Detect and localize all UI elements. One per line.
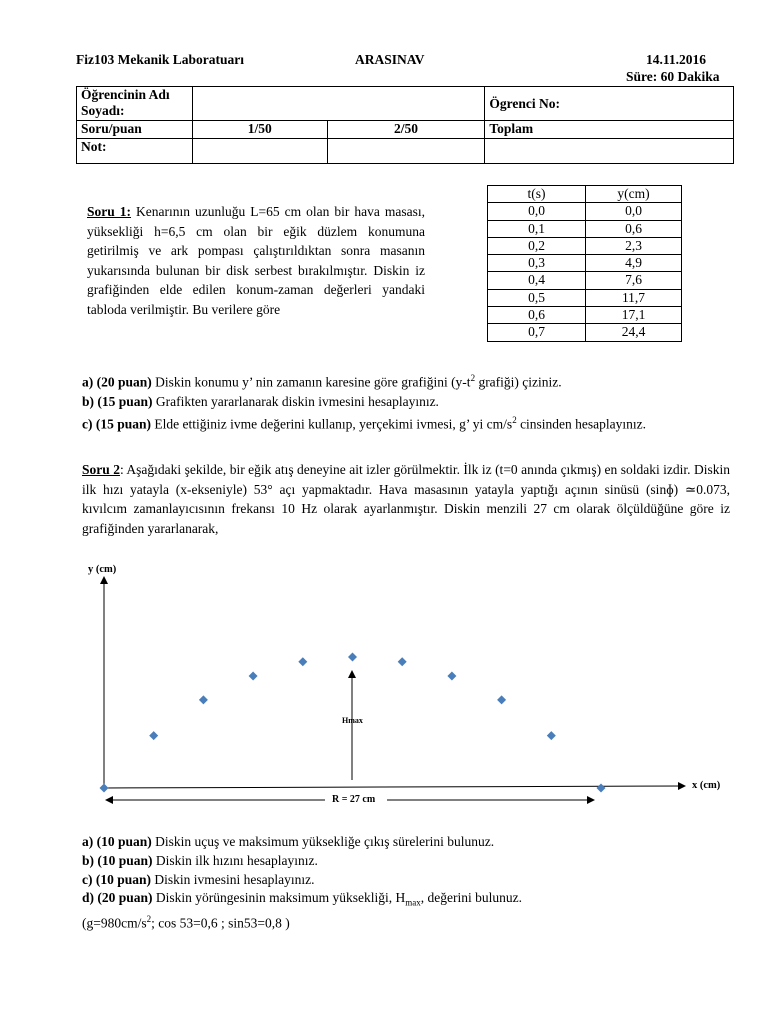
trace-point-3 <box>249 672 258 681</box>
trace-point-7 <box>447 672 456 681</box>
projectile-chart <box>80 555 740 810</box>
name-field[interactable] <box>192 87 484 121</box>
note-label: Not: <box>77 139 193 164</box>
hmax-label: Hmax <box>342 716 363 725</box>
q2-paragraph <box>82 460 730 538</box>
student-no-label[interactable]: Ögrenci No: <box>485 87 734 121</box>
q1-title: Soru 1: <box>87 204 132 219</box>
student-info-table <box>76 86 734 164</box>
exam-date: 14.11.2016 <box>646 52 707 67</box>
cell-t: 0,6 <box>488 307 586 324</box>
table-header-y: y(cm) <box>586 186 682 203</box>
trace-point-4 <box>298 657 307 666</box>
trace-point-5 <box>348 653 357 662</box>
q1-part-a: a) (20 puan) Diskin konumu y’ nin zamanın karesine göre grafiğini ($y-t^2$ grafiği) çiziniz. <box>82 373 562 390</box>
cell-t: 0,7 <box>488 324 586 341</box>
table-row <box>488 272 682 289</box>
cell-y: 17,1 <box>586 307 682 324</box>
q2-score-field[interactable] <box>327 139 485 164</box>
q1-questions <box>82 369 646 433</box>
trace-point-0 <box>100 784 109 793</box>
trace-point-8 <box>497 695 506 704</box>
total-label: Toplam <box>485 121 734 139</box>
trace-point-6 <box>398 657 407 666</box>
table-row <box>488 203 682 220</box>
exam-duration: Süre: 60 Dakika <box>626 69 720 84</box>
table-row <box>488 237 682 254</box>
q1-score-label: 1/50 <box>192 121 327 139</box>
q2-title: Soru 2 <box>82 462 120 477</box>
q2-given: ($g=980cm/s^2$; cos 53=0,6 ; sin53=0,8 ) <box>82 913 290 931</box>
cell-t: 0,4 <box>488 272 586 289</box>
y-axis-label: y (cm) <box>88 564 117 575</box>
q1-part-c: c) (15 puan) Elde ettiğiniz ivme değerini kullanıp, yerçekimi ivmesi, g’ yi $cm/s^2$ cinsinden hesaplayınız. <box>82 414 647 431</box>
total-field[interactable] <box>485 139 734 164</box>
range-label: R = 27 cm <box>332 794 376 805</box>
q1-score-field[interactable] <box>192 139 327 164</box>
x-axis-label: x (cm) <box>692 780 721 791</box>
trace-point-9 <box>547 731 556 740</box>
cell-t: 0,2 <box>488 237 586 254</box>
q2-part-d: d) (20 puan) Diskin yörüngesinin maksimum yüksekliği, $H_{max}$, değerini bulunuz. <box>82 890 523 908</box>
score-label: Soru/puan <box>77 121 193 139</box>
cell-y: 4,9 <box>586 255 682 272</box>
table-row <box>488 307 682 324</box>
cell-y: 24,4 <box>586 324 682 341</box>
q1-text: Kenarının uzunluğu L=65 cm olan bir hava masası, yüksekliği h=6,5 cm olan bir eğik düzlem konumuna getirilmiş ve ark pompası çalıştırıldıktan sonra masanın yukarısında bulunan bir disk serbest bırakılmıştır. Diskin iz grafiğinden elde edilen konum-zaman değerleri yandaki tabloda verilmiştir. Bu verilere göre <box>87 204 425 317</box>
table-row <box>488 255 682 272</box>
trace-point-2 <box>199 695 208 704</box>
cell-y: 0,6 <box>586 220 682 237</box>
q2-part-b: b) (10 puan) Diskin ilk hızını hesaplayınız. <box>82 853 318 868</box>
trace-point-10 <box>597 784 606 793</box>
exam-title: ARASINAV <box>355 52 425 67</box>
q1-part-b: b) (15 puan) Grafikten yararlanarak diskin ivmesini hesaplayınız. <box>82 393 439 409</box>
q2-score-label: 2/50 <box>327 121 485 139</box>
q1-data-table <box>487 185 682 342</box>
cell-t: 0,1 <box>488 220 586 237</box>
q2-part-c: c) (10 puan) Diskin ivmesini hesaplayınız. <box>82 872 315 887</box>
q2-questions <box>82 832 522 930</box>
cell-y: 0,0 <box>586 203 682 220</box>
cell-t: 0,3 <box>488 255 586 272</box>
q1-paragraph <box>87 202 425 319</box>
cell-y: 7,6 <box>586 272 682 289</box>
table-row <box>488 289 682 306</box>
course-title: Fiz103 Mekanik Laboratuarı <box>76 52 244 67</box>
cell-y: 11,7 <box>586 289 682 306</box>
cell-t: 0,5 <box>488 289 586 306</box>
cell-t: 0,0 <box>488 203 586 220</box>
trace-point-1 <box>149 731 158 740</box>
name-label: Öğrencinin Adı Soyadı: <box>77 87 193 121</box>
q2-text: : Aşağıdaki şekilde, bir eğik atış deneyine ait izler görülmektir. İlk iz (t=0 anında çıkmış) en soldaki izdir. Diskin ilk hızı yatayla (x-ekseniyle) 53° açı yapmaktadır. Hava masasının yatayla yaptığı açının sinüsü (sinɸ) ≃0.073, kıvılcım zamanlayıcısının frekansı 10 Hz olarak ayarlanmıştır. Diskin menzili 27 cm olarak ölçüldüğüne göre iz grafiğinden yararlanarak, <box>82 462 730 536</box>
table-row <box>488 220 682 237</box>
table-row <box>488 324 682 341</box>
table-header-t: t(s) <box>488 186 586 203</box>
q2-part-a: a) (10 puan) Diskin uçuş ve maksimum yüksekliğe çıkış sürelerini bulunuz. <box>82 834 495 849</box>
cell-y: 2,3 <box>586 237 682 254</box>
